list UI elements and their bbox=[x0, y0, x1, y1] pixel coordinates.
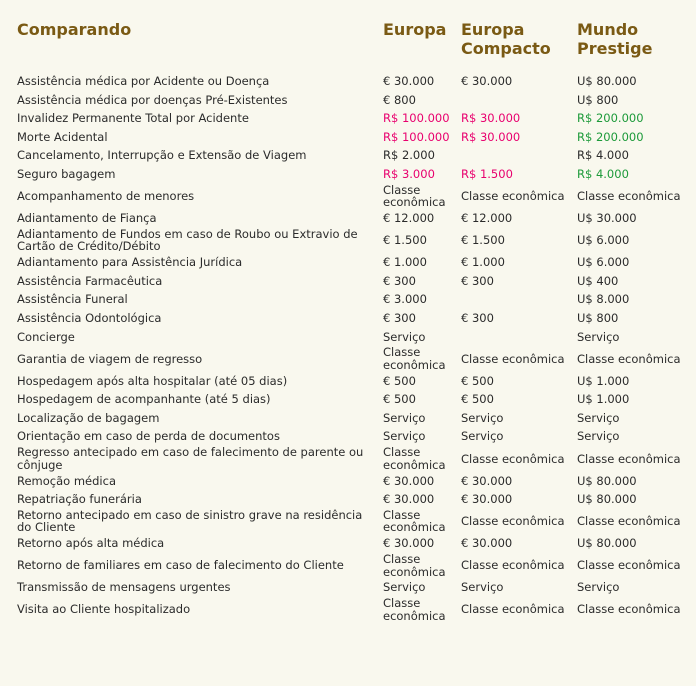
row-label: Cancelamento, Interrupção e Extensão de Viagem bbox=[17, 148, 307, 163]
table-row bbox=[13, 372, 695, 391]
row-label: Localização de bagagem bbox=[17, 410, 160, 425]
cell-europa: Serviço bbox=[383, 329, 426, 344]
cell-europa: € 30.000 bbox=[383, 536, 435, 551]
cell-prestige: U$ 80.000 bbox=[577, 473, 637, 488]
row-label: Concierge bbox=[17, 329, 75, 344]
cell-compacto: Classe econômica bbox=[461, 351, 565, 366]
row-label: Retorno após alta médica bbox=[17, 536, 165, 551]
cell-prestige: Serviço bbox=[577, 429, 620, 444]
cell-europa: € 500 bbox=[383, 373, 416, 388]
cell-prestige: U$ 30.000 bbox=[577, 211, 637, 226]
cell-prestige: U$ 400 bbox=[577, 273, 619, 288]
row-label: Acompanhamento de menores bbox=[17, 189, 195, 204]
cell-compacto bbox=[457, 290, 573, 309]
cell-prestige: R$ 4.000 bbox=[577, 167, 629, 182]
cell-prestige: Classe econômica bbox=[577, 451, 681, 466]
cell-prestige: U$ 6.000 bbox=[577, 233, 630, 248]
row-label: Assistência médica por doenças Pré-Existentes bbox=[17, 92, 288, 107]
cell-compacto: R$ 30.000 bbox=[461, 129, 521, 144]
row-label: Visita ao Cliente hospitalizado bbox=[17, 602, 191, 617]
cell-compacto: € 12.000 bbox=[461, 211, 513, 226]
header-spacer bbox=[13, 60, 695, 72]
cell-compacto: € 30.000 bbox=[461, 492, 513, 507]
cell-europa: Classe econômica bbox=[383, 507, 446, 535]
row-label: Retorno de familiares em caso de falecimento do Cliente bbox=[17, 558, 344, 573]
cell-prestige: Serviço bbox=[577, 410, 620, 425]
header-comparando: Comparando bbox=[17, 20, 132, 39]
cell-europa: Serviço bbox=[383, 580, 426, 595]
cell-europa: Classe econômica bbox=[383, 182, 446, 210]
table-row bbox=[13, 346, 695, 372]
cell-europa: € 30.000 bbox=[383, 492, 435, 507]
cell-europa: Classe econômica bbox=[383, 552, 446, 579]
cell-prestige: U$ 1.000 bbox=[577, 392, 630, 407]
row-label: Repatriação funerária bbox=[17, 492, 142, 507]
cell-europa: € 300 bbox=[383, 310, 416, 325]
cell-europa: € 500 bbox=[383, 392, 416, 407]
row-label: Remoção médica bbox=[17, 473, 116, 488]
cell-compacto: € 30.000 bbox=[461, 473, 513, 488]
cell-compacto: R$ 30.000 bbox=[461, 111, 521, 126]
row-label: Invalidez Permanente Total por Acidente bbox=[17, 111, 249, 126]
cell-compacto: Serviço bbox=[461, 410, 504, 425]
cell-compacto: € 1.000 bbox=[461, 255, 505, 270]
cell-compacto: € 300 bbox=[461, 273, 494, 288]
table-row bbox=[13, 390, 695, 409]
cell-compacto bbox=[457, 146, 573, 165]
header-europa: Europa bbox=[383, 20, 447, 39]
row-label: Assistência Funeral bbox=[17, 292, 128, 307]
cell-prestige: U$ 8.000 bbox=[577, 292, 630, 307]
row-label: Hospedagem após alta hospitalar (até 05 dias) bbox=[17, 373, 288, 388]
table-row bbox=[13, 209, 695, 228]
table-row bbox=[13, 472, 695, 491]
cell-europa: € 12.000 bbox=[383, 211, 435, 226]
table-row bbox=[13, 309, 695, 328]
cell-prestige: Classe econômica bbox=[577, 189, 681, 204]
row-label: Regresso antecipado em caso de falecimento de parente ou cônjuge bbox=[17, 445, 364, 472]
cell-compacto: € 1.500 bbox=[461, 233, 505, 248]
table-row bbox=[13, 228, 695, 254]
table-row bbox=[13, 253, 695, 272]
cell-europa: R$ 2.000 bbox=[383, 148, 435, 163]
row-label: Assistência Farmacêutica bbox=[17, 273, 163, 288]
cell-compacto: € 500 bbox=[461, 373, 494, 388]
cell-europa: € 300 bbox=[383, 273, 416, 288]
cell-europa: Serviço bbox=[383, 410, 426, 425]
cell-compacto: Classe econômica bbox=[461, 451, 565, 466]
cell-compacto: Classe econômica bbox=[461, 189, 565, 204]
cell-prestige: U$ 6.000 bbox=[577, 255, 630, 270]
header-mundo-prestige: Mundo Prestige bbox=[577, 20, 653, 58]
cell-compacto: Serviço bbox=[461, 580, 504, 595]
cell-prestige: Serviço bbox=[577, 329, 620, 344]
table-row bbox=[13, 553, 695, 579]
table-body bbox=[13, 60, 695, 622]
cell-compacto: € 500 bbox=[461, 392, 494, 407]
table-row bbox=[13, 72, 695, 91]
cell-europa: R$ 3.000 bbox=[383, 167, 435, 182]
table-row bbox=[13, 272, 695, 291]
table-row bbox=[13, 409, 695, 428]
cell-europa: € 3.000 bbox=[383, 292, 427, 307]
table-row bbox=[13, 328, 695, 347]
cell-europa: € 30.000 bbox=[383, 74, 435, 89]
cell-prestige: R$ 200.000 bbox=[577, 129, 644, 144]
header-row bbox=[13, 0, 695, 60]
table-row bbox=[13, 534, 695, 553]
cell-compacto: Classe econômica bbox=[461, 602, 565, 617]
cell-europa: Serviço bbox=[383, 429, 426, 444]
cell-prestige: R$ 4.000 bbox=[577, 148, 629, 163]
cell-prestige: Classe econômica bbox=[577, 558, 681, 573]
cell-europa: Classe econômica bbox=[383, 596, 446, 623]
comparison-table bbox=[13, 0, 695, 622]
table-row bbox=[13, 109, 695, 128]
table-row bbox=[13, 290, 695, 309]
cell-prestige: Classe econômica bbox=[577, 514, 681, 529]
cell-prestige: U$ 80.000 bbox=[577, 74, 637, 89]
cell-prestige: U$ 1.000 bbox=[577, 373, 630, 388]
table-row bbox=[13, 128, 695, 147]
table-row bbox=[13, 509, 695, 535]
row-label: Retorno antecipado em caso de sinistro grave na residência do Cliente bbox=[17, 507, 363, 535]
cell-europa: Classe econômica bbox=[383, 345, 446, 372]
row-label: Assistência médica por Acidente ou Doença bbox=[17, 74, 270, 89]
cell-europa: R$ 100.000 bbox=[383, 111, 450, 126]
row-label: Orientação em caso de perda de documentos bbox=[17, 429, 280, 444]
cell-compacto: € 30.000 bbox=[461, 74, 513, 89]
cell-compacto: Classe econômica bbox=[461, 514, 565, 529]
table-row bbox=[13, 184, 695, 210]
row-label: Seguro bagagem bbox=[17, 167, 116, 182]
cell-compacto bbox=[457, 328, 573, 347]
cell-europa: R$ 100.000 bbox=[383, 129, 450, 144]
cell-prestige: R$ 200.000 bbox=[577, 111, 644, 126]
cell-prestige: U$ 800 bbox=[577, 310, 619, 325]
cell-compacto: Classe econômica bbox=[461, 558, 565, 573]
cell-compacto: € 30.000 bbox=[461, 536, 513, 551]
cell-prestige: Classe econômica bbox=[577, 351, 681, 366]
table-row bbox=[13, 597, 695, 623]
table-row bbox=[13, 578, 695, 597]
cell-prestige: U$ 800 bbox=[577, 92, 619, 107]
row-label: Morte Acidental bbox=[17, 129, 108, 144]
cell-europa: € 800 bbox=[383, 92, 416, 107]
row-label: Adiantamento de Fundos em caso de Roubo ou Extravio de Cartão de Crédito/Débito bbox=[17, 226, 358, 254]
table-row bbox=[13, 427, 695, 446]
table-row bbox=[13, 146, 695, 165]
row-label: Transmissão de mensagens urgentes bbox=[17, 580, 231, 595]
cell-prestige: Serviço bbox=[577, 580, 620, 595]
cell-prestige: Classe econômica bbox=[577, 602, 681, 617]
table-row bbox=[13, 446, 695, 472]
cell-compacto bbox=[457, 91, 573, 110]
cell-compacto: Serviço bbox=[461, 429, 504, 444]
table-row bbox=[13, 490, 695, 509]
row-label: Hospedagem de acompanhante (até 5 dias) bbox=[17, 392, 271, 407]
cell-europa: € 1.000 bbox=[383, 255, 427, 270]
table-row bbox=[13, 165, 695, 184]
row-label: Adiantamento de Fiança bbox=[17, 211, 157, 226]
cell-europa: Classe econômica bbox=[383, 445, 446, 472]
table-row bbox=[13, 91, 695, 110]
row-label: Garantia de viagem de regresso bbox=[17, 351, 203, 366]
cell-europa: € 30.000 bbox=[383, 473, 435, 488]
cell-prestige: U$ 80.000 bbox=[577, 492, 637, 507]
cell-compacto: € 300 bbox=[461, 310, 494, 325]
header-europa-compacto: Europa Compacto bbox=[461, 20, 551, 58]
cell-prestige: U$ 80.000 bbox=[577, 536, 637, 551]
cell-europa: € 1.500 bbox=[383, 233, 427, 248]
cell-compacto: R$ 1.500 bbox=[461, 167, 513, 182]
row-label: Adiantamento para Assistência Jurídica bbox=[17, 255, 243, 270]
row-label: Assistência Odontológica bbox=[17, 310, 162, 325]
